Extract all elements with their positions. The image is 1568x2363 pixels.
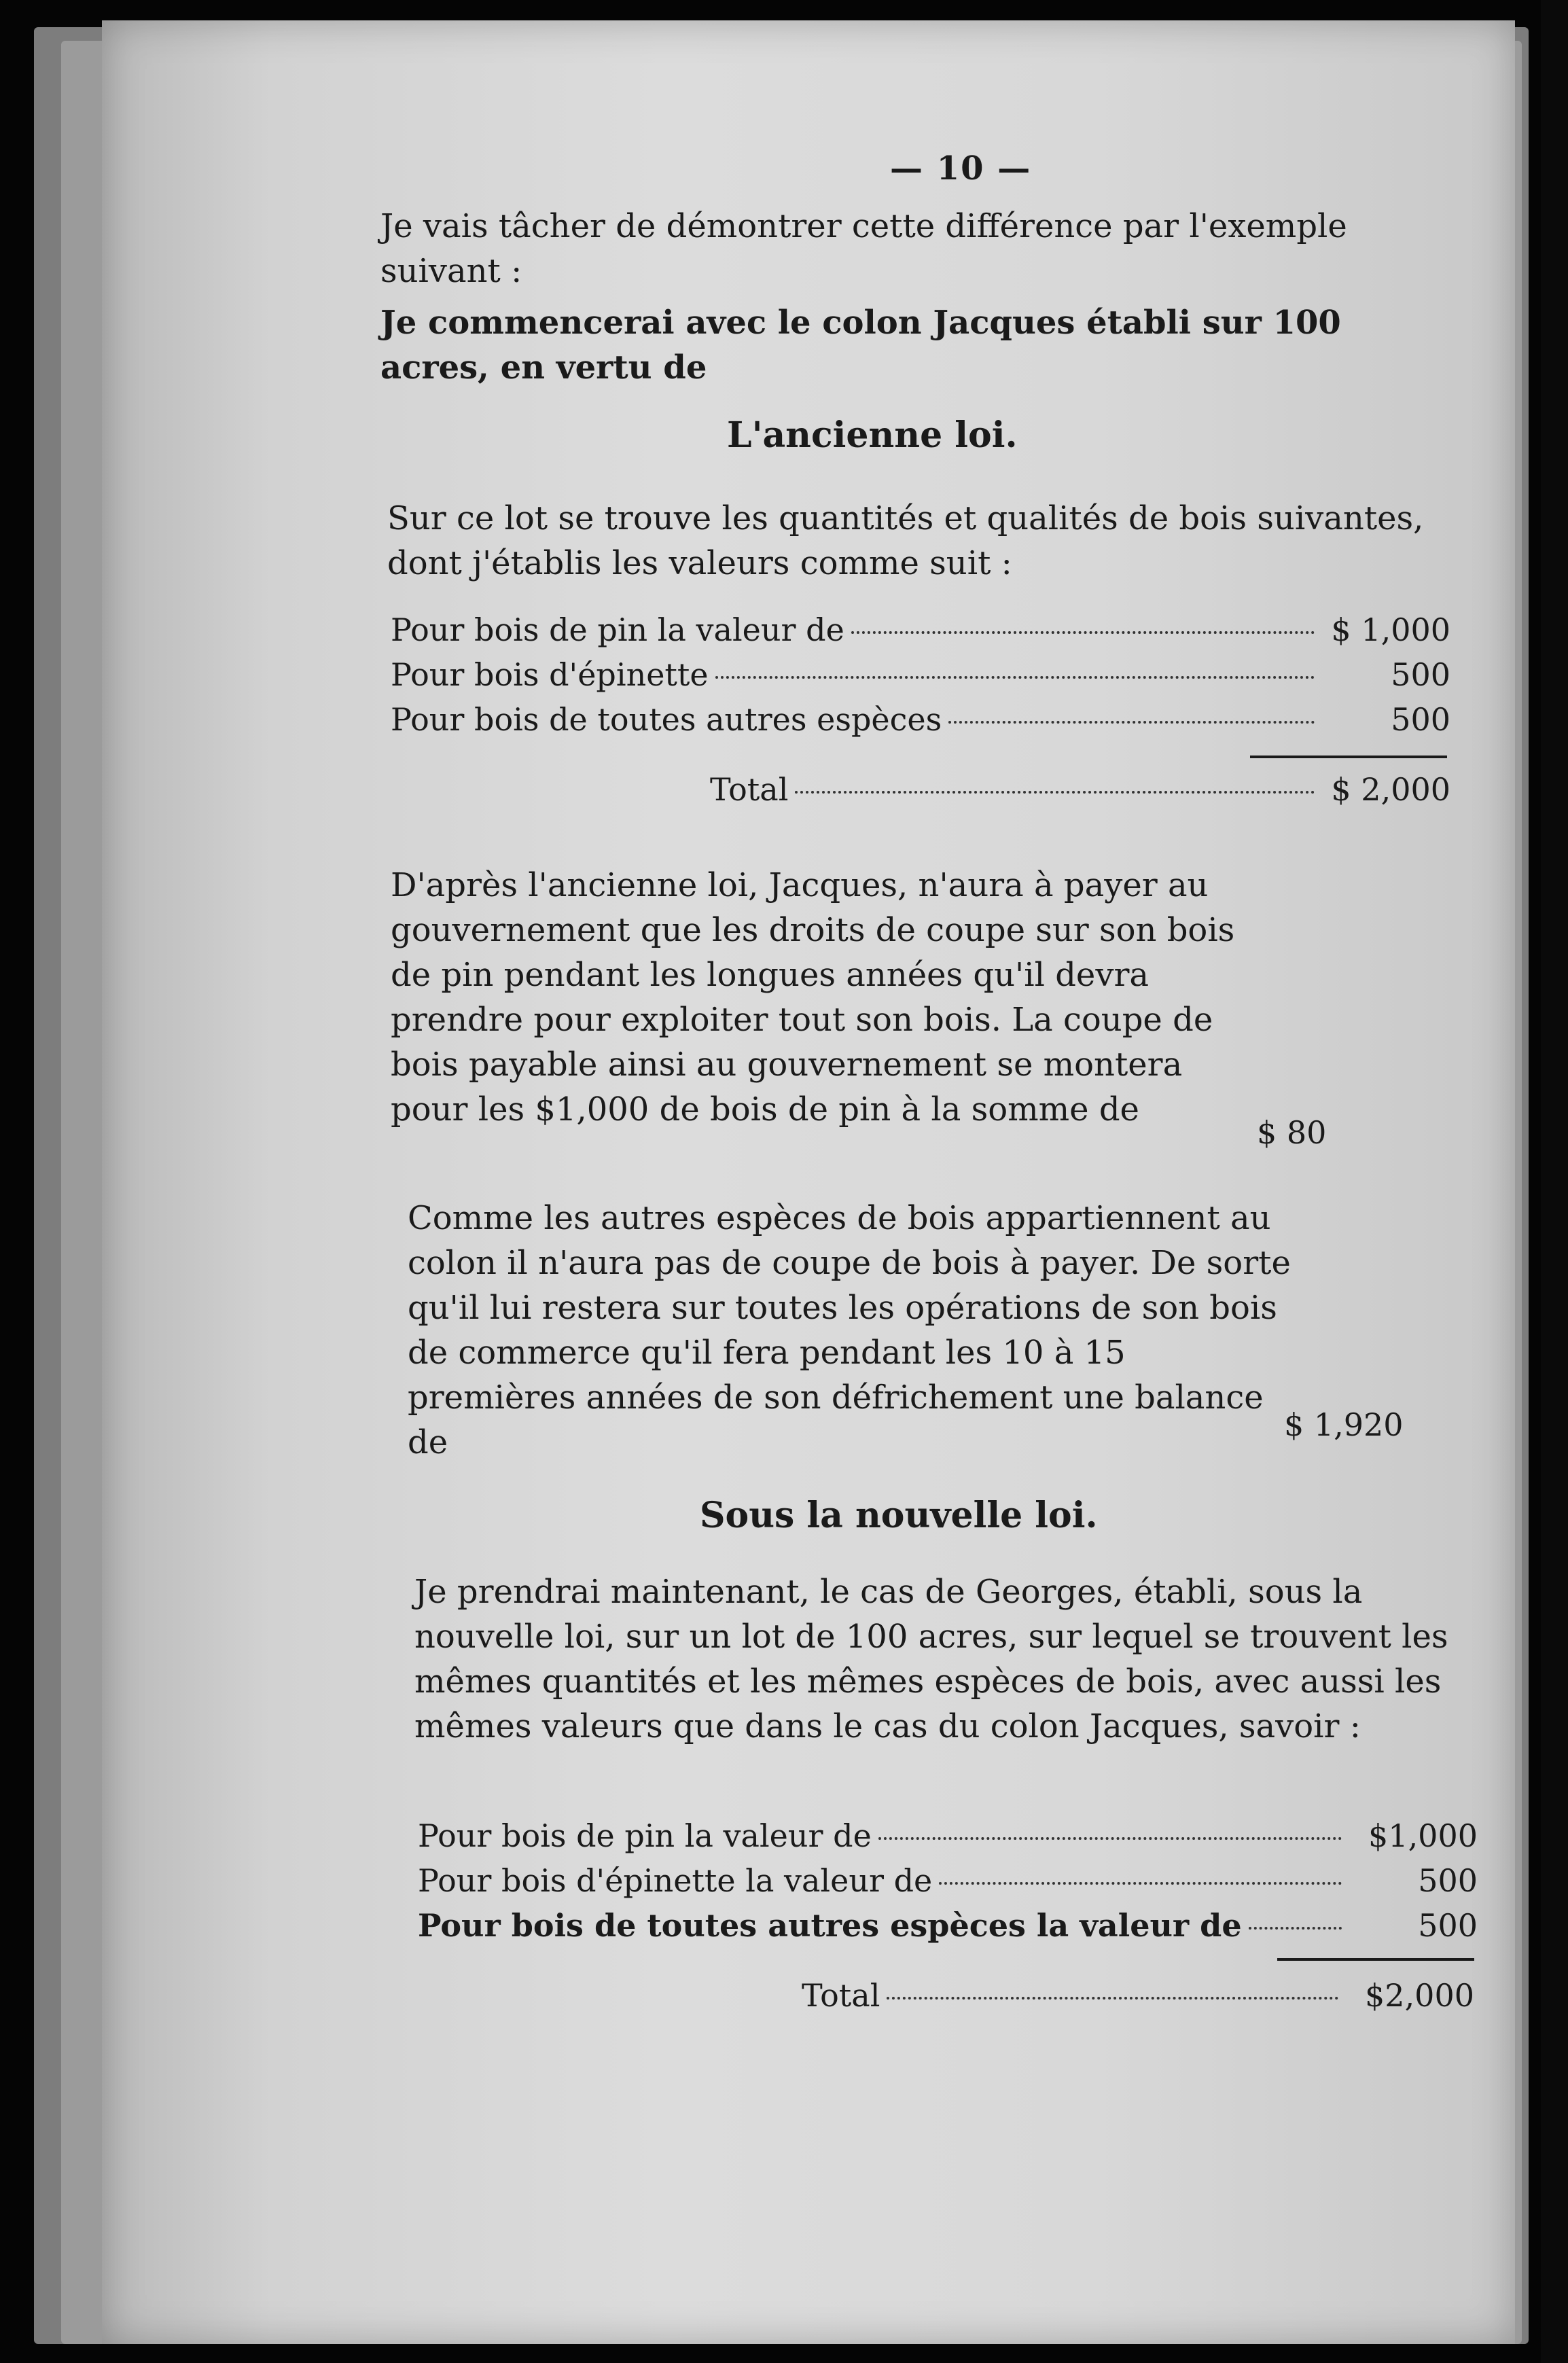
intro-paragraph-2: Je commencerai avec le colon Jacques établi sur 100 acres, en vertu de (380, 304, 1341, 387)
ledger-row (418, 1817, 1478, 1862)
ledger-label: Pour bois de toutes autres espèces la valeur de (418, 1907, 1242, 1944)
old-law-ledger (391, 611, 1450, 746)
jacques-paragraph-block (391, 863, 1478, 1132)
ledger-amount: $ 1,000 (1331, 611, 1450, 648)
new-total-rule (1277, 1958, 1474, 1961)
scan-right-edge (1541, 0, 1568, 2363)
old-total-rule (1250, 756, 1447, 758)
autres-paragraph: Comme les autres espèces de bois appartiennent au colon il n'aura pas de coupe de bois à payer. De sorte qu'il lui restera sur toutes les opérations de son bois de commerce qu'il fera pendant les 10 à 15 premières années de son défrichement une balance de (408, 1199, 1291, 1461)
ledger-row (391, 611, 1450, 656)
ledger-row (418, 1907, 1478, 1952)
intro-paragraph-1: Je vais tâcher de démontrer cette différence par l'exemple suivant : (380, 207, 1347, 290)
new-law-total (802, 1977, 1474, 2022)
total-amount: $2,000 (1365, 1977, 1474, 2014)
new-law-intro: Je prendrai maintenant, le cas de Georges, établi, sous la nouvelle loi, sur un lot de 100 acres, sur lequel se trouvent les mêmes quantités et les mêmes espèces de bois, avec aussi les mêmes valeurs que dans le cas du colon Jacques, savoir : (414, 1573, 1448, 1745)
ledger-total-row (710, 771, 1450, 816)
new-law-ledger (418, 1817, 1478, 1952)
ledger-label: Pour bois d'épinette (391, 656, 709, 693)
jacques-amount (1257, 1114, 1326, 1151)
jacques-amount-value: $ 80 (1257, 1114, 1327, 1151)
ledger-leader (887, 1997, 1338, 2000)
ledger-leader (1249, 1927, 1342, 1930)
ledger-row (391, 656, 1450, 701)
document-page (102, 20, 1515, 2344)
ledger-row (391, 701, 1450, 746)
old-law-total (710, 771, 1450, 816)
ledger-amount: 500 (1418, 1862, 1478, 1899)
ledger-leader (878, 1837, 1342, 1840)
ledger-amount: $1,000 (1368, 1817, 1478, 1854)
heading-nouvelle-loi: Sous la nouvelle loi. (700, 1495, 1098, 1536)
total-label: Total (710, 771, 789, 808)
old-law-intro: Sur ce lot se trouve les quantités et qualités de bois suivantes, dont j'établis les valeurs comme suit : (387, 499, 1424, 582)
ledger-label: Pour bois de pin la valeur de (391, 611, 844, 648)
ledger-amount: 500 (1391, 656, 1450, 693)
autres-amount (1284, 1406, 1404, 1443)
total-amount: $ 2,000 (1331, 771, 1450, 808)
ledger-leader (795, 791, 1315, 794)
ledger-row (418, 1862, 1478, 1907)
ledger-leader (851, 631, 1315, 634)
heading-ancienne-loi: L'ancienne loi. (727, 414, 1018, 456)
autres-amount-value: $ 1,920 (1284, 1406, 1404, 1443)
total-label: Total (802, 1977, 880, 2014)
ledger-leader (715, 676, 1315, 679)
ledger-amount: 500 (1391, 701, 1450, 738)
page-number: — 10 — (890, 149, 1032, 188)
jacques-paragraph: D'après l'ancienne loi, Jacques, n'aura à payer au gouvernement que les droits de coupe sur son bois de pin pendant les longues années qu'il devra prendre pour exploiter tout son bois. La coupe de bois payable ainsi au gouvernement se montera pour les $1,000 de bois de pin à la somme de (391, 866, 1235, 1129)
ledger-leader (939, 1882, 1342, 1885)
ledger-amount: 500 (1418, 1907, 1478, 1944)
ledger-leader (948, 721, 1315, 724)
ledger-label: Pour bois de pin la valeur de (418, 1817, 872, 1854)
ledger-label: Pour bois de toutes autres espèces (391, 701, 942, 738)
ledger-label: Pour bois d'épinette la valeur de (418, 1862, 933, 1899)
ledger-total-row (802, 1977, 1474, 2022)
